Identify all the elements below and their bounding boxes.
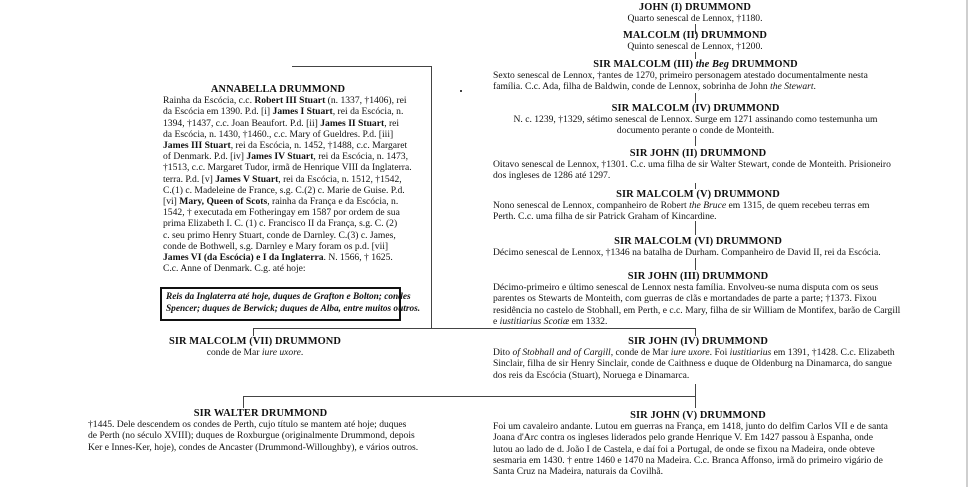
tree-line-m4: [695, 136, 696, 146]
annabella-r6: of Denmark. P.d. [iv] James IV Stuart, rei da Escócia, n. 1473,: [163, 151, 408, 163]
annabella-r15: James VI (da Escócia) e I da Inglaterra. N. 1566, † 1625.: [163, 252, 393, 264]
malcolm6-line1: Décimo senescal de Lennox, †1346 na batalha de Durham. Companheiro de David II, rei da Escócia.: [493, 247, 881, 259]
john3-block: [493, 271, 903, 327]
malcolm5-line1: Nono senescal de Lennox, companheiro de Robert the Bruce em 1315, de quem recebeu terras em: [493, 200, 870, 212]
tree-line-m3: [695, 93, 696, 103]
annabella-box-line2: Spencer; duques de Berwick; duques de Alba, entre muitos outros.: [166, 303, 421, 314]
malcolm4-line1: N. c. 1239, †1329, sétimo senescal de Lennox. Surge em 1271 assinando como testemunha um: [513, 114, 878, 126]
john3-line1: Décimo-primeiro e último senescal de Lennox nesta família. Envolveu-se numa disputa com os seus: [493, 282, 879, 294]
john3-line4: e iustitiarius Scotiæ em 1332.: [493, 315, 608, 327]
malcolm3-block: [493, 59, 898, 93]
john2-title: SIR JOHN (II) DRUMMOND: [629, 148, 767, 159]
malcolm5-block: [493, 189, 903, 223]
annabella-r11: 1542, † executada em Fotheringay em 1587 por ordem de sua: [163, 207, 400, 219]
malcolm3-line2: família. C.c. Ada, filha de Baldwin, conde de Lennox, sobrinha de John the Stewart.: [493, 81, 816, 93]
john1-block: [580, 2, 810, 24]
malcolm4-block: [493, 103, 898, 137]
john3-line2: parentes os Stewarts de Monteith, com guerras de clãs e mortandades de parte a parte; †1373. Fixou: [493, 293, 877, 305]
malcolm7-line1: conde de Mar iure uxore.: [206, 347, 304, 359]
tree-line-annabella-v: [431, 66, 432, 328]
john4-block: [493, 336, 903, 381]
annabella-r13: c. seu primo Henry Stuart, conde de Darnley. C.(3) c. James,: [163, 229, 396, 241]
annabella-title: ANNABELLA DRUMMOND: [210, 84, 346, 95]
annabella-r7: †1513, c.c. Margaret Tudor, irmã de Henrique VIII da Inglaterra.: [163, 162, 412, 174]
walter-line2: de Perth (no século XVIII); duques de Roxburgue (originalmente Drummond, depois: [88, 430, 415, 442]
annabella-r8: terra. P.d. [v] James V Stuart, rei da Escócia, n. 1512, †1542,: [163, 173, 402, 185]
malcolm4-line2: documento perante o conde de Monteith.: [616, 125, 775, 137]
tree-line-malcolm7-v: [253, 328, 254, 336]
tree-line-m5: [695, 221, 696, 235]
john4-line2: Sinclair, filha de sir Henry Sinclair, conde de Caithness e duque de Oldenburg na Dinamarca, do sangue: [493, 358, 892, 370]
annabella-r1: Rainha da Escócia, c.c. Robert III Stuart (n. 1337, †1406), rei: [163, 95, 407, 107]
annabella-r12: prima Elizabeth I. C. (1) c. Francisco II da França, s.g. C. (2): [163, 218, 398, 230]
annabella-r10: [vi] Mary, Queen of Scots, rainha da França e da Escócia, n.: [163, 196, 399, 208]
annabella-r16: C.c. Anne of Denmark. C.g. até hoje:: [163, 263, 306, 275]
malcolm7-title: SIR MALCOLM (VII) DRUMMOND: [168, 336, 341, 347]
malcolm2-block: [580, 30, 810, 52]
john2-block: [493, 148, 903, 182]
john4-line3: dos reis da Escócia (Stuart), Noruega e Dinamarca.: [493, 369, 690, 381]
walter-line1: †1445. Dele descendem os condes de Perth, cujo título se mantem até hoje; duques: [88, 419, 407, 431]
john1-line: Quarto senescal de Lennox, †1180.: [627, 13, 763, 25]
right-edge-border: [966, 0, 968, 487]
john4-title: SIR JOHN (IV) DRUMMOND: [628, 336, 768, 347]
john4-line1: Dito of Stobhall and of Cargill, conde de Mar iure uxore. Foi iustitiarius em 1391, †1428. C.c. Elizabeth: [493, 347, 895, 359]
john5-line3: lutou ao lado de d. João I de Castela, e daí foi a Portugal, de onde se fixou na Madeira, onde obteve: [493, 443, 875, 455]
malcolm7-block: [150, 336, 360, 358]
john5-title: SIR JOHN (V) DRUMMOND: [630, 410, 766, 421]
annabella-r5: James III Stuart, rei da Escócia, n. 1452, †1488, c.c. Margaret: [163, 140, 408, 152]
john5-line5: Santa Cruz na Madeira, naturais da Covilhã.: [493, 466, 663, 478]
annabella-box-line1: Reis da Inglaterra até hoje, duques de Grafton e Bolton; condes: [166, 292, 411, 302]
malcolm3-title: SIR MALCOLM (III) the Beg DRUMMOND: [593, 59, 798, 70]
john5-block: [493, 410, 903, 477]
tree-line-walter-h: [243, 396, 695, 397]
malcolm4-title: SIR MALCOLM (IV) DRUMMOND: [611, 103, 780, 114]
tree-line-m2: [695, 52, 696, 59]
annabella-block: [163, 84, 412, 280]
john2-line1: Oitavo senescal de Lennox, †1301. C.c. uma filha de sir Walter Stewart, conde de Monteith. Prisioneiro: [493, 159, 891, 171]
malcolm3-line1: Sexto senescal de Lennox, †antes de 1270, primeiro personagem atestado documentalmente nesta: [493, 70, 868, 82]
annabella-r14: conde de Bothwell, s.g. Darnley e Mary foram os p.d. [vii]: [163, 240, 389, 252]
walter-title: SIR WALTER DRUMMOND: [193, 408, 328, 419]
tree-dot: [460, 90, 462, 92]
malcolm2-title: MALCOLM (II) DRUMMOND: [622, 30, 768, 41]
john3-line3: residência no castelo de Stobhall, em Perth, e c.c. Mary, filha de sir William de Montifex, barão de Cargill: [493, 304, 901, 316]
malcolm6-block: [493, 236, 903, 258]
annabella-r2: da Escócia em 1390. P.d. [i] James I Stuart, rei da Escócia, n.: [163, 106, 404, 118]
tree-line-branch-h: [253, 328, 695, 329]
john5-line4: sesmaria em 1430. † entre 1460 e 1470 na Madeira. C.c. Branca Affonso, irmã do primeiro vigário de: [493, 454, 883, 466]
tree-line-walter-v: [243, 396, 244, 408]
malcolm6-title: SIR MALCOLM (VI) DRUMMOND: [614, 236, 782, 247]
john2-line2: dos ingleses de 1286 até 1297.: [493, 170, 611, 182]
john1-title: JOHN (I) DRUMMOND: [639, 2, 751, 13]
tree-line-j3: [695, 328, 696, 336]
malcolm5-title: SIR MALCOLM (V) DRUMMOND: [616, 189, 780, 200]
john5-line1: Foi um cavaleiro andante. Lutou em guerras na França, em 1418, junto do delfim Carlos VII e de santa: [493, 421, 888, 433]
annabella-r4: da Escócia, n. 1430, †1460., c.c. Mary of Gueldres. P.d. [iii]: [163, 128, 394, 140]
walter-line3: Ker e Innes-Ker, hoje), condes de Ancaster (Drummond-Willoughby), e vários outros.: [88, 441, 419, 453]
john5-line2: Joana d'Arc contra os ingleses liderados pelo grande Henrique V. Em 1427 passou à Espanha, onde: [493, 432, 873, 444]
tree-line-annabella-h: [292, 66, 431, 67]
tree-line-m6: [695, 258, 696, 270]
malcolm2-line: Quinto senescal de Lennox, †1200.: [627, 41, 763, 53]
annabella-r3: 1394, †1437, c.c. Joan Beaufort. P.d. [ii] James II Stuart, rei: [163, 117, 400, 129]
john3-title: SIR JOHN (III) DRUMMOND: [627, 271, 769, 282]
annabella-r9: C.(1) c. Madeleine de France, s.g. C.(2) c. Marie de Guise. P.d.: [163, 184, 405, 196]
malcolm5-line2: Perth. C.c. uma filha de sir Patrick Graham of Kincardine.: [493, 211, 717, 223]
walter-block: [88, 408, 433, 453]
annabella-descendants-box: [160, 287, 421, 321]
tree-line-j4: [695, 384, 696, 408]
